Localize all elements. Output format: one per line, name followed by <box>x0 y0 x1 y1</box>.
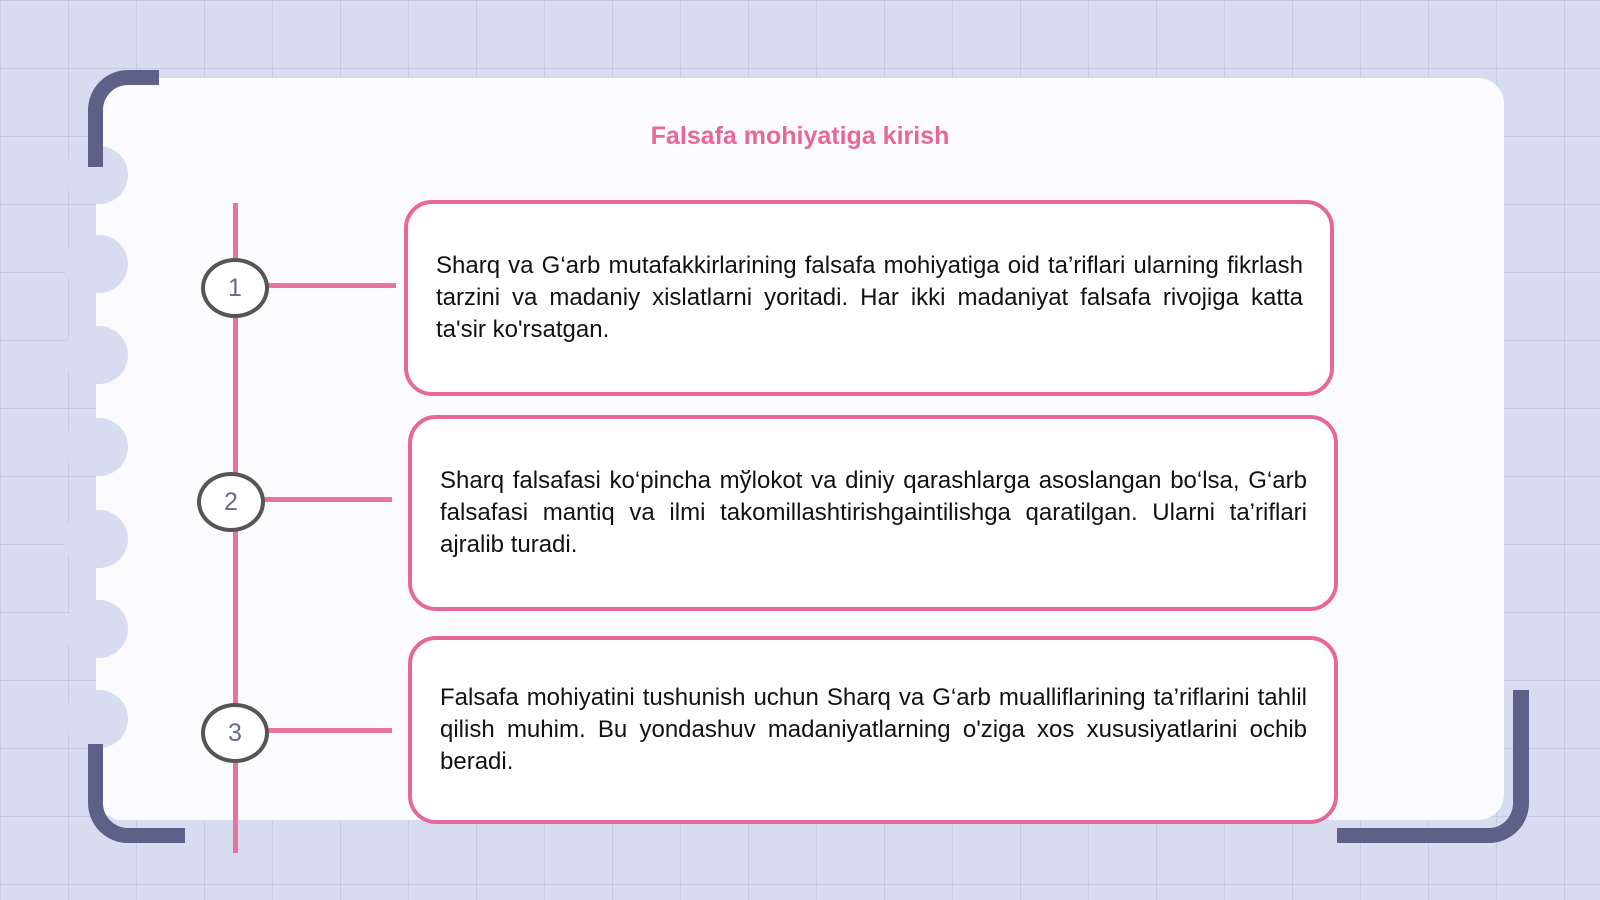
step-text-box <box>408 636 1338 824</box>
notebook-tab <box>64 690 128 748</box>
notebook-tab <box>64 235 128 293</box>
timeline-connector <box>262 497 392 502</box>
timeline-connector <box>266 283 396 288</box>
notebook-tab <box>64 418 128 476</box>
notebook-tab <box>64 326 128 384</box>
slide-title: Falsafa mohiyatiga kirish <box>650 122 950 150</box>
frame-corner-bottom-left <box>88 744 185 843</box>
step-text: Falsafa mohiyatini tushunish uchun Sharq va G‘arb mualliflarining ta’riflarini tahlil qilish muhim. Bu yondashuv madaniyatlarning o'ziga xos xususiyatlarini ochib beradi. <box>440 684 1307 775</box>
frame-corner-bottom-right <box>1337 690 1529 843</box>
step-number-circle: 1 <box>201 258 269 318</box>
step-number-circle: 3 <box>201 703 269 763</box>
step-text-box <box>404 200 1334 396</box>
notebook-tab <box>64 510 128 568</box>
step-number-circle: 2 <box>197 472 265 532</box>
step-text: Sharq va G‘arb mutafakkirlarining falsafa mohiyatiga oid ta’riflari ularning fikrlash tarzini va madaniy xislatlarni yoritadi. Har ikki madaniyat falsafa rivojiga katta ta'sir ko'rsatgan. <box>436 252 1303 343</box>
step-text: Sharq falsafasi ko‘pincha mўlokot va diniy qarashlarga asoslangan bo‘lsa, G‘arb falsafasi mantiq va ilmi takomillashtirishgaintilishga qaratilgan. Ularni ta’riflari ajralib turadi. <box>440 467 1307 558</box>
timeline-connector <box>265 728 392 733</box>
frame-corner-top-left <box>88 70 159 167</box>
step-text-box <box>408 415 1338 611</box>
notebook-tab <box>64 600 128 658</box>
